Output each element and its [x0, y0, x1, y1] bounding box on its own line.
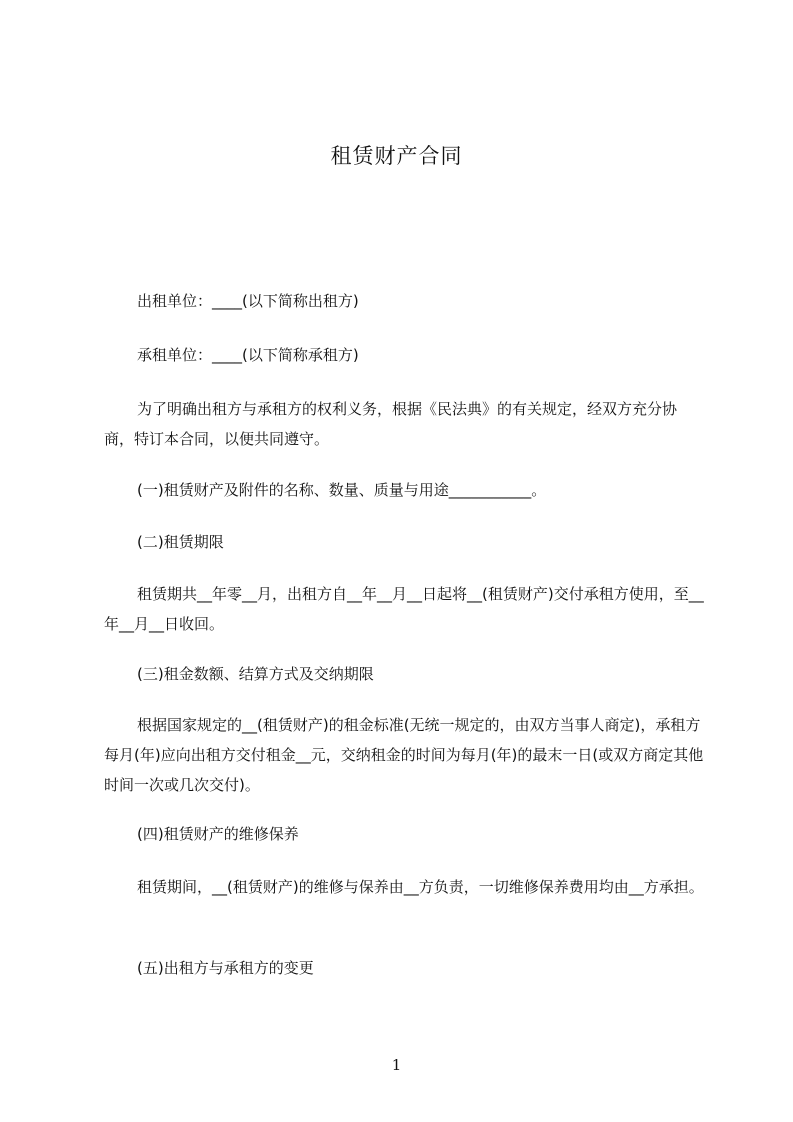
section-2-body: 租赁期共__年零__月，出租方自__年__月__日起将__(租赁财产)交付承租方使用，至__年__月__日收回。	[104, 585, 704, 633]
section-4-heading: (四)租赁财产的维修保养	[137, 825, 299, 843]
section-1-paragraph: (一)租赁财产及附件的名称、数量、质量与用途___________。	[137, 481, 547, 499]
section-2-heading: (二)租赁期限	[137, 533, 224, 551]
section-3-heading: (三)租金数额、结算方式及交纳期限	[137, 665, 374, 683]
section-4-body: 租赁期间，__(租赁财产)的维修与保养由__方负责，一切维修保养费用均由__方承担。	[137, 878, 704, 896]
page-number: 1	[391, 1056, 402, 1074]
document-title: 租赁财产合同	[330, 144, 463, 168]
preamble-paragraph: 为了明确出租方与承租方的权利义务，根据《民法典》的有关规定，经双方充分协商，特订本合同，以便共同遵守。	[104, 400, 678, 448]
section-3-body: 根据国家规定的__(租赁财产)的租金标准(无统一规定的，由双方当事人商定)，承租方每月(年)应向出租方交付租金__元，交纳租金的时间为每月(年)的最末一日(或双方商定其他时间一次或几次交付)。	[104, 716, 704, 794]
lessor-line: 出租单位：____(以下简称出租方)	[137, 292, 359, 310]
lessee-line: 承租单位：____(以下简称承租方)	[137, 346, 359, 364]
section-5-heading: (五)出租方与承租方的变更	[137, 959, 314, 977]
